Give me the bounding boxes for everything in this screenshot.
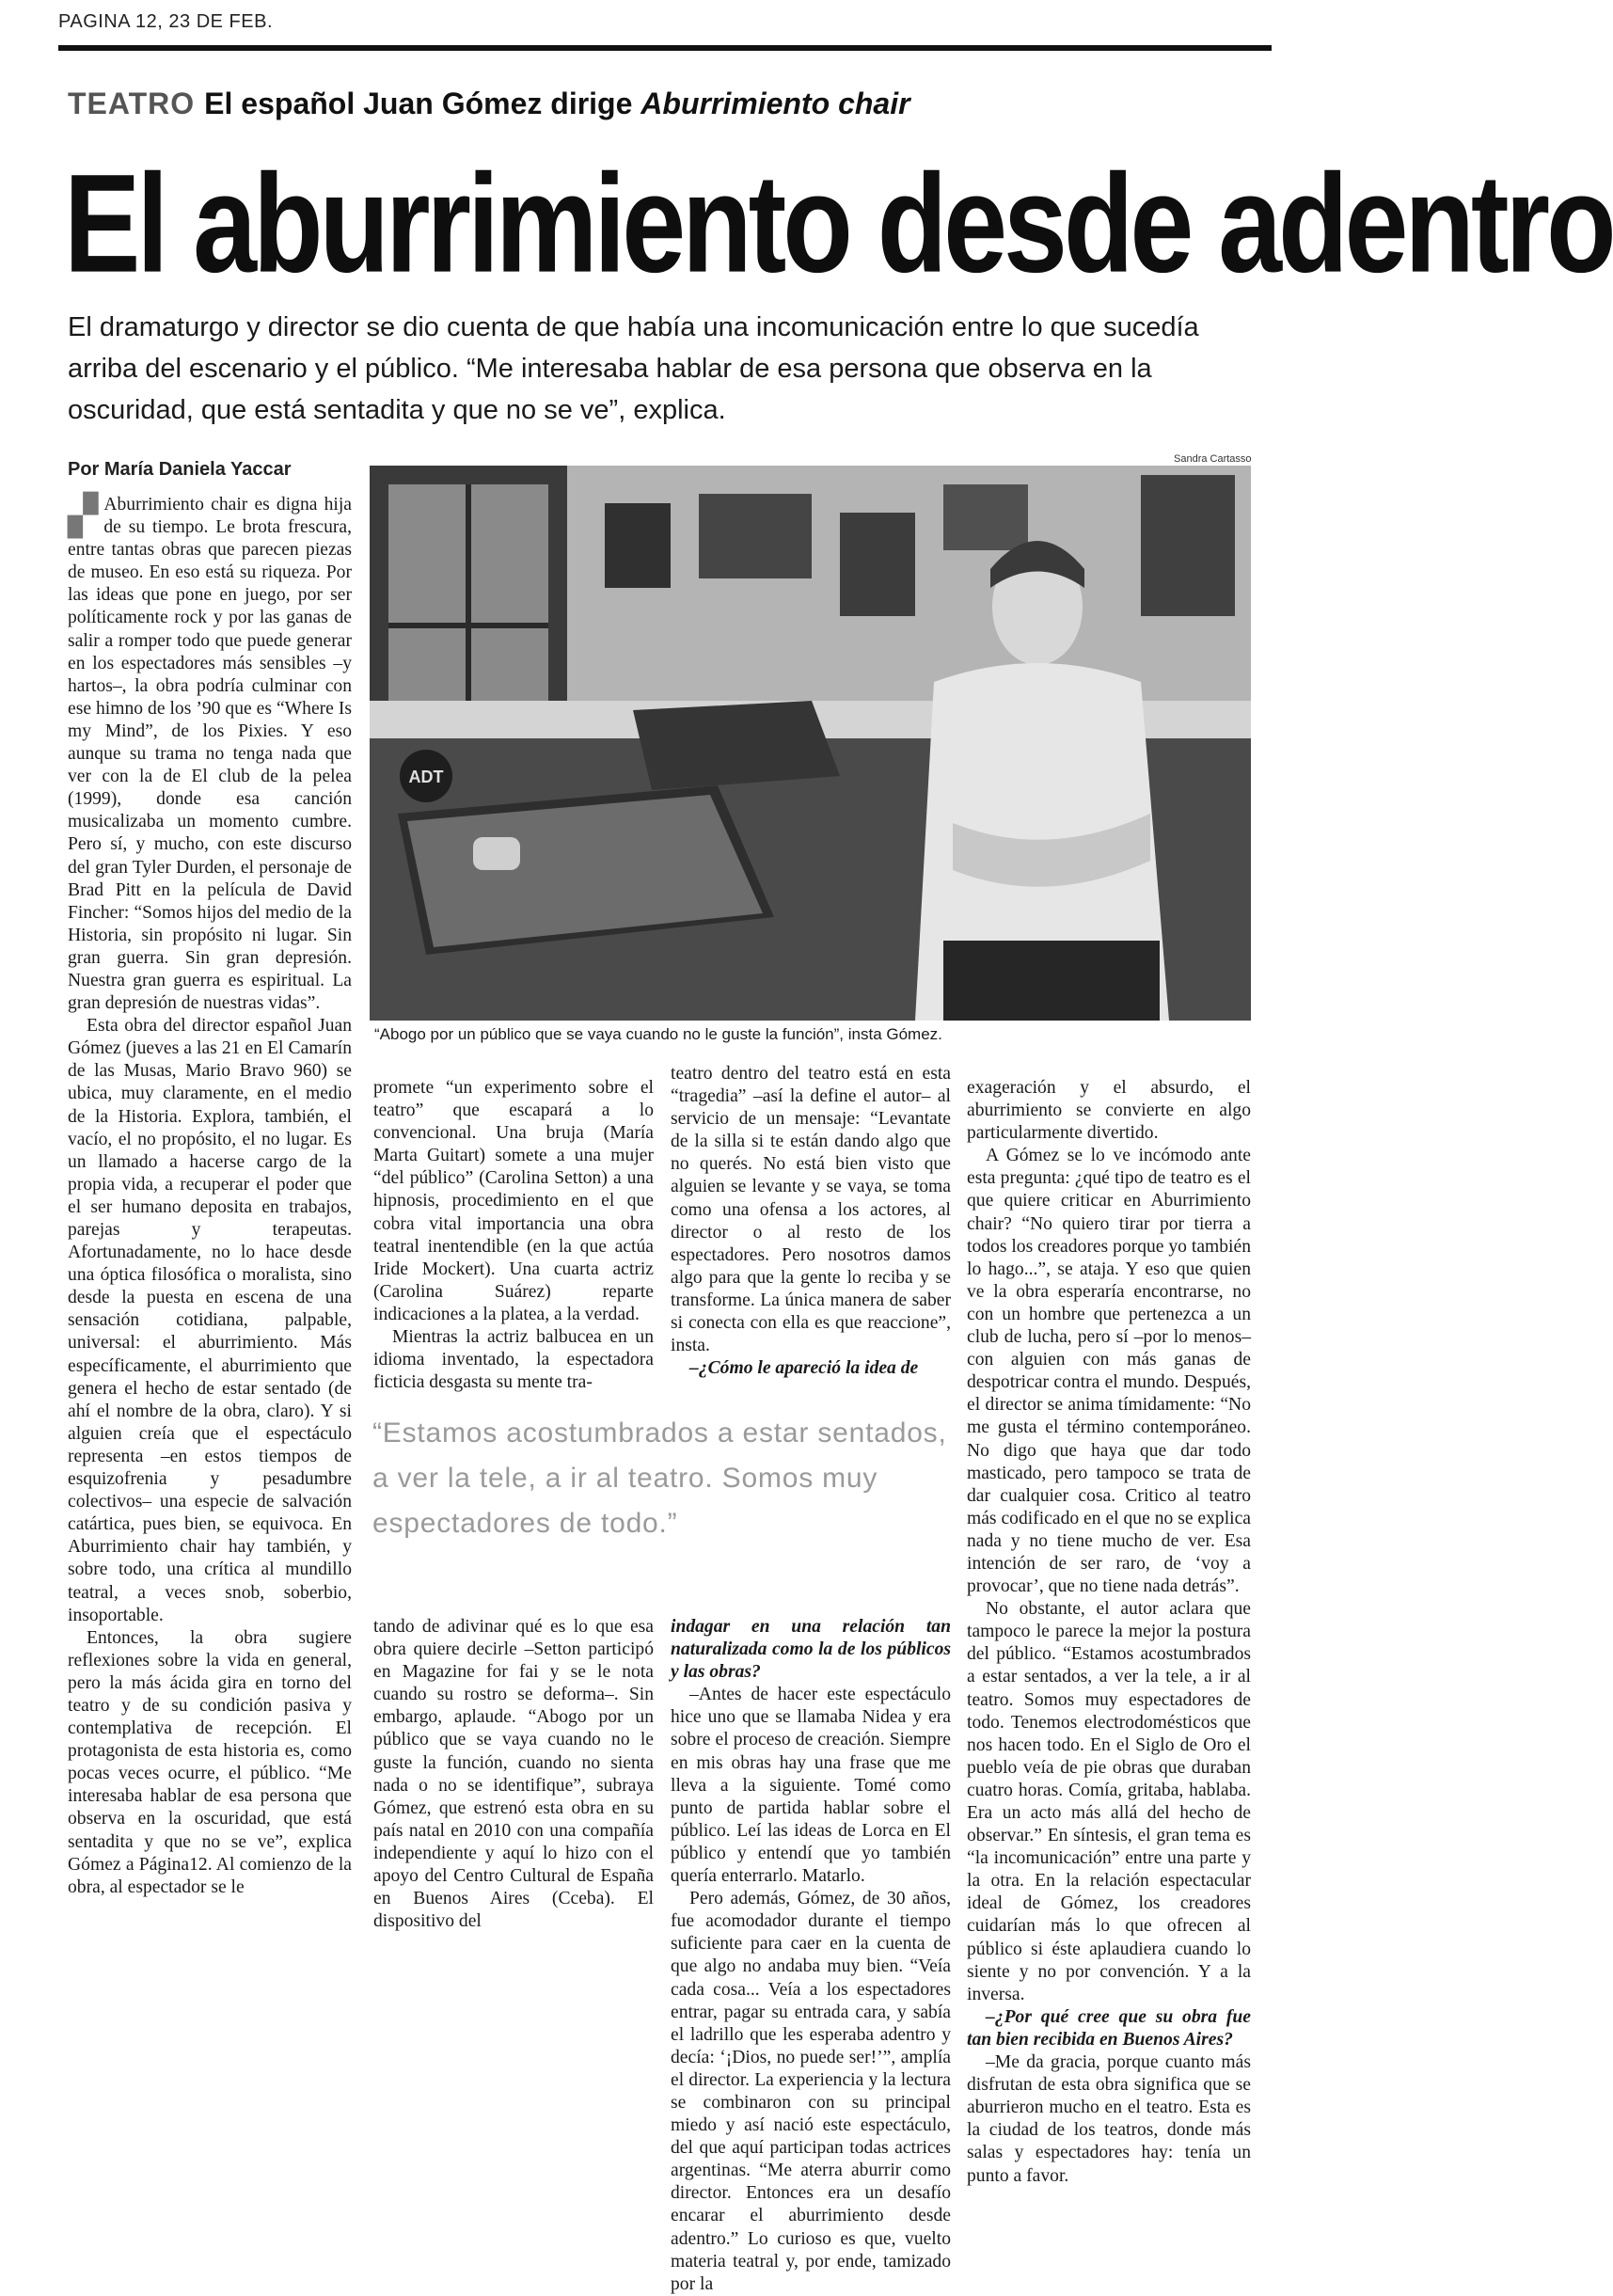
paragraph: A Gómez se lo ve incómodo ante esta pregunta: ¿qué tipo de teatro es el que quiere criticar en Aburrimiento chair? “No quiero tirar por tierra a todos los creadores porque yo también lo hago...”, se ataja. Y eso que quien ve la obra esperaría encontrarse, no con un hombre que pertenezca a un club de lucha, pero sí –por lo menos– con alguien con más ganas de despotricar contra el mundo. Después, el director se anima tímidamente: “No me gusta el término contemporáneo. No digo que haya que dar todo masticado, pero tampoco se trata de dar cualquier cosa. Critico al teatro más codificado en el que no se explica nada y no tiene mucho de ver. Esa intención de ser raro, de ‘voy a provocar’, que no tiene nada detrás”.	[967, 1146, 1251, 1597]
kicker	[68, 87, 910, 121]
paragraph: teatro dentro del teatro está en esta “tragedia” –así la define el autor– al servicio de un mensaje: “Levantate de la silla si te están dando algo que no querés. No está bien visto que alguien se levante y se vaya, se toma como una ofensa a los actores, al director o al resto de los espectadores. Pero nosotros damos algo para que la gente lo reciba y se transforme. La única manera de saber si conecta con ella es que reaccione”, insta.	[671, 1064, 951, 1356]
paragraph: –Antes de hacer este espectáculo hice uno que se llamaba Nidea y era sobre el proceso de creación. Siempre en mis obras hay una frase que me lleva a la siguiente. Tomé como punto de partida hablar sobre el público. Leí las ideas de Lorca en El público y entendí que yo también quería enterrarlo. Matarlo.	[671, 1685, 951, 1887]
dateline: PAGINA 12, 23 DE FEB.	[58, 11, 273, 32]
column-1	[68, 494, 352, 1899]
paragraph: tando de adivinar qué es lo que esa obra quiere decirle –Setton participó en Magazine for fai y se le nota cuando su rostro se deforma–. Sin embargo, aplaude. “Abogo por un público que se vaya cuando no le guste la función, cuando no sienta nada o no se identifique”, subraya Gómez, que estrenó esta obra en su país natal en 2010 con una compañía independiente y aquí lo hizo con el apoyo del Centro Cultural de España en Buenos Aires (Cceba). El dispositivo del	[373, 1617, 654, 1932]
paragraph: –Me da gracia, porque cuanto más disfrutan de esta obra significa que se aburrieron mucho en el teatro. Esta es la ciudad de los teatros, donde más salas y espectadores hay: tenía un punto a favor.	[967, 2052, 1251, 2186]
paragraph	[68, 494, 352, 1015]
paragraph: Esta obra del director español Juan Gómez (jueves a las 21 en El Camarín de las Musas, Mario Bravo 960) se ubica, muy claramente, en el medio de la Historia. Explora, también, el vacío, el no propósito, el no lugar. Es un llamado a hacerse cargo de la propia vida, a recuperar el poder que el ser humano deposita en trabajos, parejas y terapeutas. Afortunadamente, no lo hace desde una óptica filosófica o moralista, sino desde la puesta en escena de una sensación cotidiana, palpable, universal: el aburrimiento. Más específicamente, el aburrimiento que genera el hecho de estar sentado (de ahí el nombre de la obra, claro). Y si alguien creía que el espectáculo representa –en estos tiempos de esquizofrenia y pesadumbre colectivos– una especie de salvación catártica, pues bien, se equivoca. En Aburrimiento chair hay también, y sobre todo, una crítica al mundillo teatral, a veces snob, soberbio, insoportable.	[68, 1016, 352, 1625]
column-3-top	[671, 1063, 951, 1380]
dropcap-ornament: ▞	[68, 493, 99, 537]
paragraph-text: Aburrimiento chair es digna hija de su tiempo. Le brota frescura, entre tantas obras que parecen piezas de museo. En eso está su riqueza. Por las ideas que pone en juego, por ser políticamente rock y por las ganas de salir a romper todo que puede generar en los espectadores más sensibles –y hartos–, la obra podría culminar con ese himno de los ’90 que es “Where Is my Mind”, de los Pixies. Y eso aunque su trama no tenga nada que ver con la de El club de la pelea (1999), donde esa canción musicalizaba un momento cumbre. Pero sí, y mucho, con este discurso del gran Tyler Durden, el personaje de Brad Pitt en la película de David Fincher: “Somos hijos del medio de la Historia, sin propósito ni lugar. Sin gran guerra. Sin gran depresión. Nuestra gran guerra es espiritual. La gran depresión de nuestras vidas”.	[68, 495, 352, 1014]
pull-quote: “Estamos acostumbrados a estar sentados, a ver la tele, a ir al teatro. Somos muy espectadores de todo.”	[372, 1417, 947, 1539]
top-rule	[58, 45, 1272, 51]
column-2-bottom	[373, 1616, 654, 1933]
interview-question: –¿Cómo le apareció la idea de	[689, 1358, 919, 1379]
column-2-top	[373, 1077, 654, 1394]
photo-credit: Sandra Cartasso	[1174, 453, 1252, 465]
article-photo	[370, 466, 1251, 1021]
interview-question: –¿Por qué cree que su obra fue tan bien recibida en Buenos Aires?	[967, 2006, 1251, 2050]
paragraph: exageración y el absurdo, el aburrimiento se convierte en algo particularmente divertido.	[967, 1078, 1251, 1144]
interview-question: indagar en una relación tan naturalizada como la de los públicos y las obras?	[671, 1617, 951, 1683]
photo-caption: “Abogo por un público que se vaya cuando no le guste la función”, insta Gómez.	[374, 1025, 942, 1043]
paragraph: Entonces, la obra sugiere reflexiones sobre la vida en general, pero la más ácida gira en torno del teatro y de su condición pasiva y contemplativa de recepción. El protagonista de esta historia es, como pocas veces ocurre, el público. “Me interesaba hablar de esa persona que observa en la oscuridad, que está sentadita y que no se ve”, explica Gómez a Página12. Al comienzo de la obra, al espectador se le	[68, 1627, 352, 1897]
paragraph: Mientras la actriz balbucea en un idioma inventado, la espectadora ficticia desgasta su mente tra-	[373, 1327, 654, 1393]
paragraph: No obstante, el autor aclara que tampoco le parece la mejor la postura del público. “Estamos acostumbrados a estar sentados, a ver la tele, a ir al teatro. Somos muy espectadores de todo. Tenemos electrodomésticos que nos hacen todo. En el Siglo de Oro el pueblo veía de pie obras que duraban cuatro horas. Comía, gritaba, hablaba. Era un acto más allá del hecho de observar.” En síntesis, el gran tema es “la incomunicación” entre una parte y la otra. En la relación espectacular ideal de Gómez, los creadores cuidarían más lo que ofrecen al público si éste aplaudiera cuando lo siente y no por convención. Y a la inversa.	[967, 1599, 1251, 2004]
column-3-bottom	[671, 1616, 951, 2296]
deck: El dramaturgo y director se dio cuenta de que había una incomunicación entre lo que sucedía arriba del escenario y el público. “Me interesaba hablar de esa persona que observa en la oscuridad, que está sentadita y que no se ve”, explica.	[68, 312, 1199, 425]
paragraph: promete “un experimento sobre el teatro” que escapará a lo convencional. Una bruja (María Marta Guitart) somete a una mujer “del público” (Carolina Setton) a una hipnosis, procedimiento en el que cobra vital importancia una obra teatral inentendible (en la que actúa Iride Mockert). Una cuarta actriz (Carolina Suárez) reparte indicaciones a la platea, a la verdad.	[373, 1078, 654, 1324]
column-4	[967, 1077, 1251, 2188]
paragraph: Pero además, Gómez, de 30 años, fue acomodador durante el tiempo suficiente para caer en la cuenta de que algo no andaba muy bien. “Veía cada cosa... Veía a los espectadores entrar, pagar su entrada cara, y sabía el ladrillo que les esperaba adentro y decía: ‘¡Dios, no puede ser!’”, amplía el director. La experiencia y la lectura se combinaron con su principal miedo y así nació este espectáculo, del que aquí participan todas actrices argentinas. “Me aterra aburrir como director. Entonces era un desafío encarar el aburrimiento desde adentro.” Lo curioso es que, vuelto materia teatral y, por ende, tamizado por la	[671, 1889, 951, 2294]
kicker-play-title: Aburrimiento chair	[640, 87, 910, 120]
section-label: TEATRO	[68, 87, 196, 120]
kicker-text: El español Juan Gómez dirige	[204, 87, 641, 120]
headline: El aburrimiento desde adentro	[64, 145, 1613, 302]
byline: Por María Daniela Yaccar	[68, 459, 292, 480]
photo-sign-text: ADT	[408, 768, 444, 786]
